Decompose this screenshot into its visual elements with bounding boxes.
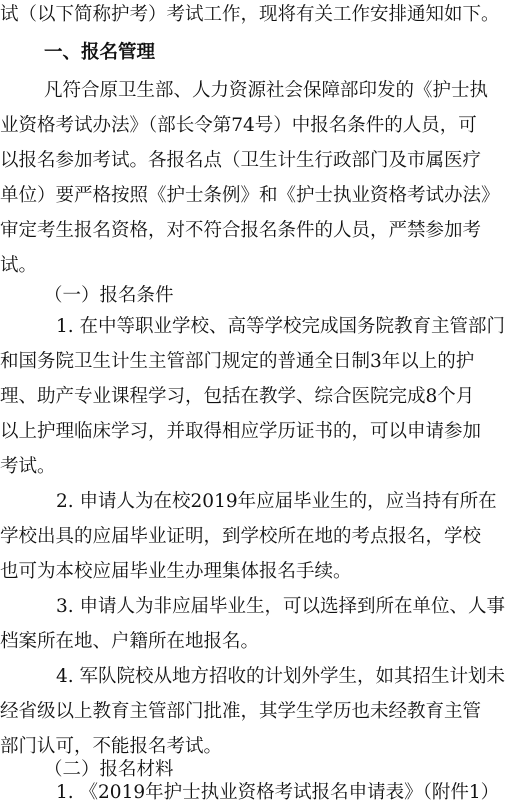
text-line-10: 1. 在中等职业学校、高等学校完成国务院教育主管部门 [56, 316, 506, 337]
text-line-7: 审定考生报名资格，对不符合报名条件的人员，严禁参加考 [0, 220, 482, 241]
text-line-11: 和国务院卫生计生主管部门规定的普通全日制3年以上的护 [0, 351, 475, 372]
text-line-16: 学校出具的应届毕业证明，到学校所在地的考点报名，学校 [0, 526, 482, 547]
text-line-14: 考试。 [0, 456, 56, 477]
subheading-materials: （二）报名材料 [44, 759, 174, 780]
text-line-6: 单位）要严格按照《护士条例》和《护士执业资格考试办法》 [0, 185, 500, 206]
text-line-4: 业资格考试办法》（部长令第74号）中报名条件的人员，可 [0, 115, 477, 136]
text-line-1: 试（以下简称护考）考试工作，现将有关工作安排通知如下。 [0, 4, 500, 25]
text-line-17: 也可为本校应届毕业生办理集体报名手续。 [0, 561, 352, 582]
text-line-20: 4. 军队院校从地方招收的计划外学生，如其招生计划未 [56, 666, 506, 687]
subheading-requirements: （一）报名条件 [44, 285, 174, 306]
text-line-8: 试。 [0, 255, 38, 276]
text-line-22: 部门认可，不能报名考试。 [0, 736, 223, 757]
text-line-12: 理、助产专业课程学习，包括在教学、综合医院完成8个月 [0, 386, 475, 407]
text-line-18: 3. 申请人为非应届毕业生，可以选择到所在单位、人事 [56, 596, 506, 617]
text-line-19: 档案所在地、户籍所在地报名。 [0, 631, 260, 652]
text-line-3: 凡符合原卫生部、人力资源社会保障部印发的《护士执 [44, 80, 489, 101]
text-line-13: 以上护理临床学习，并取得相应学历证书的，可以申请参加 [0, 421, 482, 442]
text-line-21: 经省级以上教育主管部门批准，其学生学历也未经教育主管 [0, 701, 482, 722]
section-heading-registration: 一、报名管理 [44, 42, 156, 63]
text-line-5: 以报名参加考试。各报名点（卫生计生行政部门及市属医疗 [0, 150, 482, 171]
text-line-24: 1. 《2019年护士执业资格考试报名申请表》（附件1） [56, 782, 500, 803]
text-line-15: 2. 申请人为在校2019年应届毕业生的，应当持有所在 [56, 491, 497, 512]
